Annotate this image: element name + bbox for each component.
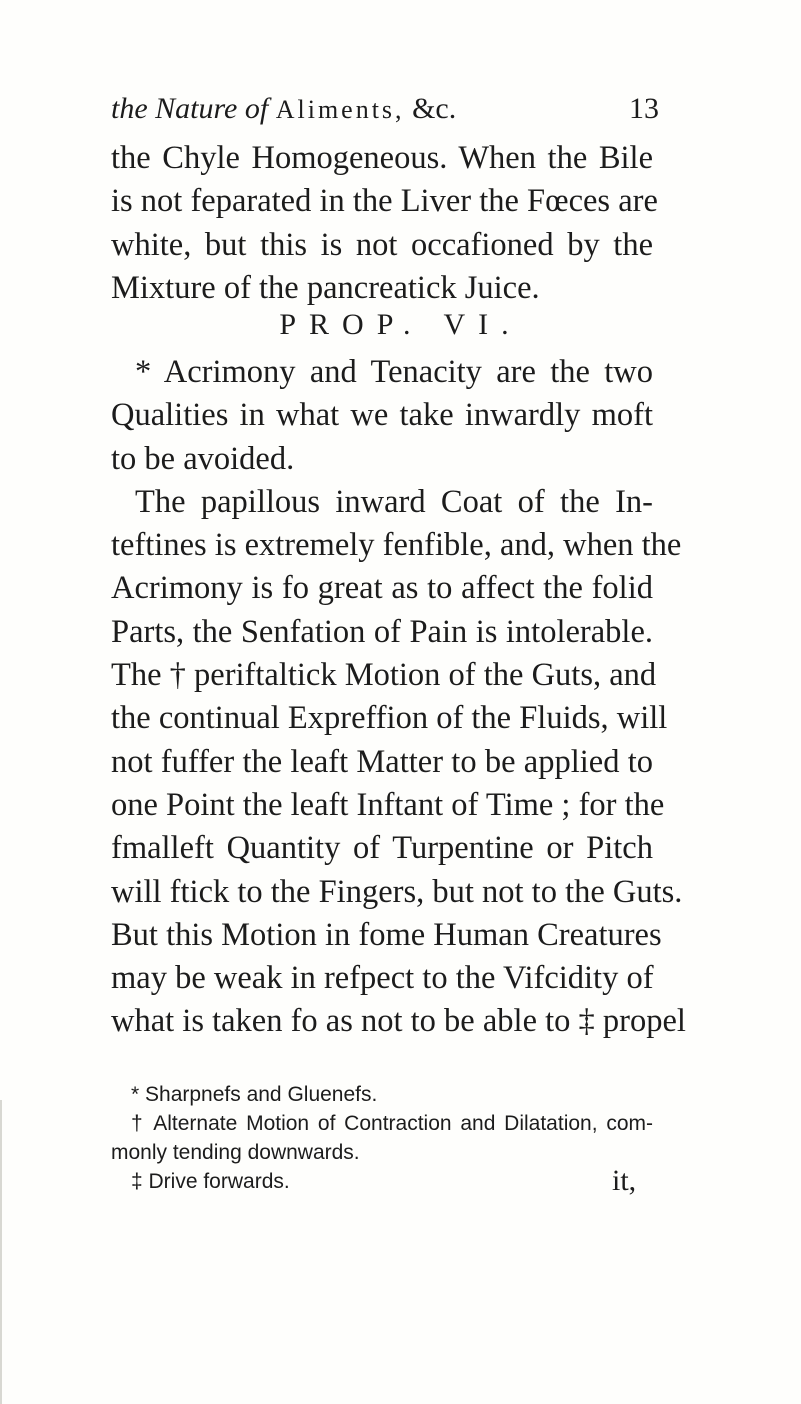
text-line: is not feparated in the Liver the Fœces are	[111, 183, 658, 220]
footnote-peristaltic: † Alternate Motion of Contraction and Dilatation, com-	[131, 1112, 653, 1135]
text-line: Acrimony is fo great as to affect the folid	[111, 570, 653, 607]
text-line: fmalleft Quantity of Turpentine or Pitch	[111, 830, 653, 867]
text-line: one Point the leaft Inftant of Time ; for the	[111, 786, 665, 823]
text-line: But this Motion in fome Human Creatures	[111, 916, 662, 953]
page-number: 13	[629, 92, 659, 125]
text-line: The papillous inward Coat of the In-	[135, 483, 653, 520]
page-edge-shadow	[0, 1100, 2, 1404]
header-prefix: the Nature	[111, 92, 238, 125]
proposition-body	[111, 351, 686, 1044]
text-line: Qualities in what we take inwardly moft	[111, 397, 653, 434]
running-header	[111, 92, 659, 126]
text-line: to be avoided.	[111, 440, 295, 477]
proposition-heading: PROP. VI.	[279, 308, 522, 341]
header-title: Aliments,	[275, 95, 405, 124]
text-line: what is taken fo as not to be able to ‡ propel	[111, 1003, 686, 1040]
paragraph-chyle	[111, 137, 658, 310]
text-line: Parts, the Senfation of Pain is intolerable.	[111, 613, 653, 650]
header-of: of	[244, 92, 269, 125]
header-suffix: &c.	[412, 92, 457, 125]
text-line: not fuffer the leaft Matter to be applied to	[111, 743, 653, 780]
text-line: The † periftaltick Motion of the Guts, and	[111, 657, 657, 694]
text-line: teftines is extremely fenfible, and, when the	[111, 527, 682, 564]
text-line: will ftick to the Fingers, but not to the Guts.	[111, 873, 683, 910]
catchword: it,	[612, 1164, 637, 1197]
footnotes	[111, 1080, 653, 1196]
text-line: the continual Expreffion of the Fluids, will	[111, 700, 668, 737]
footnote-sharpness: * Sharpnefs and Gluenefs.	[131, 1083, 378, 1106]
text-line: white, but this is not occafioned by the	[111, 226, 653, 263]
text-line: the Chyle Homogeneous. When the Bile	[111, 140, 653, 176]
footnote-peristaltic-cont: monly tending downwards.	[111, 1141, 360, 1164]
text-line: * Acrimony and Tenacity are the two	[135, 354, 653, 390]
footnote-propel: ‡ Drive forwards.	[131, 1170, 290, 1193]
text-line: may be weak in refpect to the Vifcidity of	[111, 960, 654, 997]
text-line: Mixture of the pancreatick Juice.	[111, 269, 540, 306]
